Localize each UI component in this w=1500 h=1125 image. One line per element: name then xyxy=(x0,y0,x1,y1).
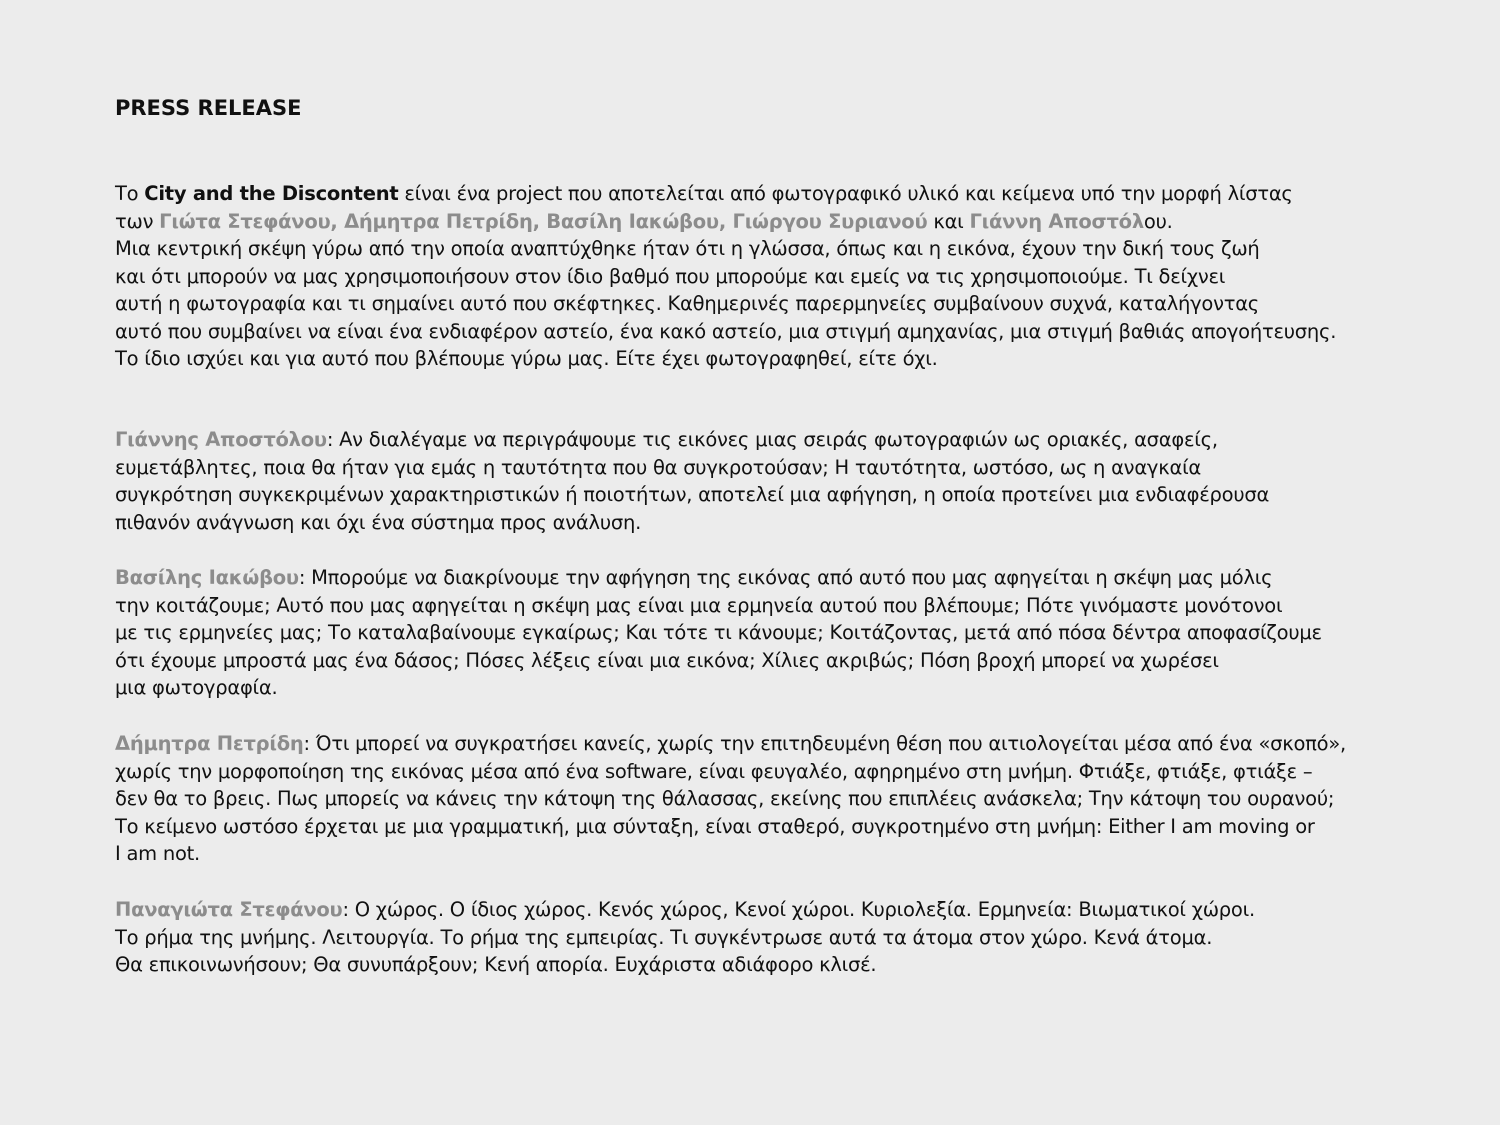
section-author: Βασίλης Ιακώβου xyxy=(115,566,299,589)
author-last: Γιάννη Αποστόλ xyxy=(969,209,1144,233)
intro-line: των Γιώτα Στεφάνου, Δήμητρα Πετρίδη, Βασίλη Ιακώβου, Γιώργου Συριανού και Γιάννη Αποστόλου. xyxy=(115,209,1173,233)
intro-line: Το City and the Discontent είναι ένα project που αποτελείται από φωτογραφικό υλικό και κείμενα υπό την μορφή λίστας xyxy=(115,182,1293,205)
section-iakovou xyxy=(115,564,1445,702)
section-line: χωρίς την μορφοποίηση της εικόνας μέσα από ένα software, είναι φευγαλέο, αφηρημένο στη μνήμη. Φτιάξε, φτιάξε, φτιάξε – xyxy=(115,759,1313,783)
section-line: δεν θα το βρεις. Πως μπορείς να κάνεις την κάτοψη της θάλασσας, εκείνης που επιπλέεις ανάσκελα; Την κάτοψη του ουρανού; xyxy=(115,787,1335,810)
section-line: την κοιτάζουμε; Αυτό που μας αφηγείται η σκέψη μας είναι μια ερμηνεία αυτού που βλέπουμε; Πότε γινόμαστε μονότονοι xyxy=(115,593,1283,617)
section-line: Δήμητρα Πετρίδη: Ότι μπορεί να συγκρατήσει κανείς, χωρίς την επιτηδευμένη θέση που αιτιολογείται μέσα από ένα «σκοπό», xyxy=(115,732,1346,755)
intro-line: αυτό που συμβαίνει να είναι ένα ενδιαφέρον αστείο, ένα κακό αστείο, μια στιγμή αμηχανίας, μια στιγμή βαθιάς απογοήτευσης. xyxy=(115,319,1337,343)
section-author: Γιάννης Αποστόλου xyxy=(115,428,327,451)
authors-list: Γιώτα Στεφάνου, Δήμητρα Πετρίδη, Βασίλη Ιακώβου, Γιώργου Συριανού xyxy=(159,209,928,233)
section-apostolou xyxy=(115,426,1445,536)
project-name: City and the Discontent xyxy=(144,182,399,205)
section-line: με τις ερμηνείες μας; Το καταλαβαίνουμε εγκαίρως; Και τότε τι κάνουμε; Κοιτάζοντας, μετά από πόσα δέντρα αποφασίζουμε xyxy=(115,621,1322,644)
page-title: PRESS RELEASE xyxy=(115,96,302,120)
section-line: συγκρότηση συγκεκριμένων χαρακτηριστικών ή ποιοτήτων, αποτελεί μια αφήγηση, η οποία προτείνει μια ενδιαφέρουσα xyxy=(115,483,1270,506)
section-stefanou xyxy=(115,896,1445,979)
section-line: Το κείμενο ωστόσο έρχεται με μια γραμματική, μια σύνταξη, είναι σταθερό, συγκροτημένο στη μνήμη: Either I am moving or xyxy=(115,814,1315,838)
section-line: ότι έχουμε μπροστά μας ένα δάσος; Πόσες λέξεις είναι μια εικόνα; Χίλιες ακριβώς; Πόση βροχή μπορεί να χωρέσει xyxy=(115,648,1219,672)
intro-line: Το ίδιο ισχύει και για αυτό που βλέπουμε γύρω μας. Είτε έχει φωτογραφηθεί, είτε όχι. xyxy=(115,347,938,370)
section-line: Θα επικοινωνήσουν; Θα συνυπάρξουν; Κενή απορία. Ευχάριστα αδιάφορο κλισέ. xyxy=(115,953,877,976)
section-petridi xyxy=(115,730,1445,868)
intro-paragraph xyxy=(115,180,1445,373)
section-author: Δήμητρα Πετρίδη xyxy=(115,732,304,755)
section-author: Παναγιώτα Στεφάνου xyxy=(115,898,343,921)
section-line: ευμετάβλητες, ποια θα ήταν για εμάς η ταυτότητα που θα συγκροτούσαν; Η ταυτότητα, ωστόσο, ως η αναγκαία xyxy=(115,455,1202,479)
section-line: πιθανόν ανάγνωση και όχι ένα σύστημα προς ανάλυση. xyxy=(115,510,642,534)
section-line: Το ρήμα της μνήμης. Λειτουργία. Το ρήμα της εμπειρίας. Τι συγκέντρωσε αυτά τα άτομα στον χώρο. Κενά άτομα. xyxy=(115,925,1213,949)
section-line: Βασίλης Ιακώβου: Μπορούμε να διακρίνουμε την αφήγηση της εικόνας από αυτό που μας αφηγείται η σκέψη μας μόλις xyxy=(115,566,1273,589)
intro-line: Μια κεντρική σκέψη γύρω από την οποία αναπτύχθηκε ήταν ότι η γλώσσα, όπως και η εικόνα, έχουν την δική τους ζωή xyxy=(115,237,1260,260)
section-line: Παναγιώτα Στεφάνου: Ο χώρος. Ο ίδιος χώρος. Κενός χώρος, Κενοί χώροι. Κυριολεξία. Ερμηνεία: Βιωματικοί χώροι. xyxy=(115,898,1255,921)
section-line: Γιάννης Αποστόλου: Αν διαλέγαμε να περιγράψουμε τις εικόνες μιας σειράς φωτογραφιών ως οριακές, ασαφείς, xyxy=(115,428,1218,451)
intro-line: και ότι μπορούν να μας χρησιμοποιήσουν στον ίδιο βαθμό που μπορούμε και εμείς να τις χρησιμοποιούμε. Τι δείχνει xyxy=(115,264,1226,288)
section-line: μια φωτογραφία. xyxy=(115,676,278,699)
intro-line: αυτή η φωτογραφία και τι σημαίνει αυτό που σκέφτηκες. Καθημερινές παρερμηνείες συμβαίνουν συχνά, καταλήγοντας xyxy=(115,292,1259,315)
section-line: I am not. xyxy=(115,842,200,865)
